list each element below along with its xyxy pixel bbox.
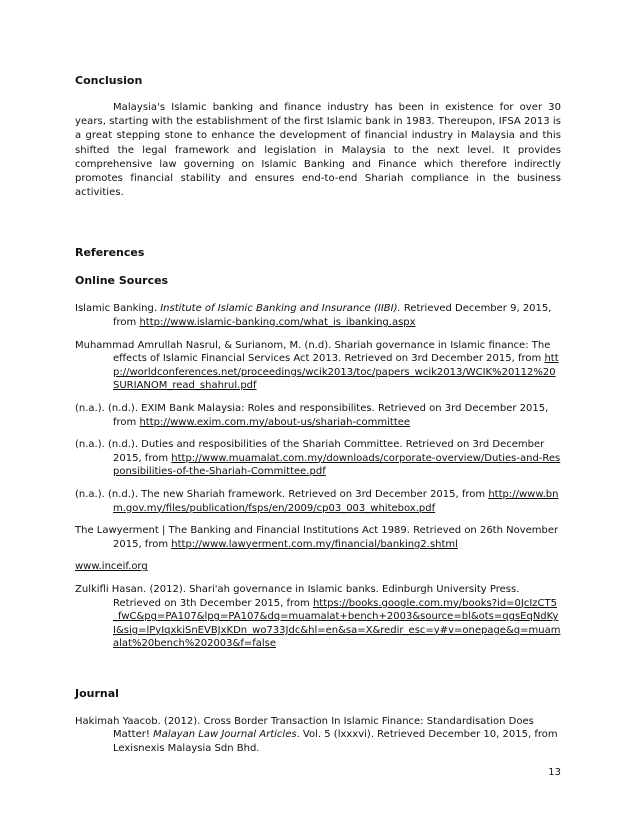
reference-link[interactable]: http://www.bnm.gov.my/files/publication/fsps/en/2009/cp03_003_whitebox.pdf bbox=[113, 488, 559, 514]
reference-text: Islamic Banking. bbox=[75, 303, 161, 315]
reference-item bbox=[75, 339, 561, 393]
reference-link[interactable]: http://www.islamic-banking.com/what_is_ibanking.aspx bbox=[139, 317, 416, 329]
reference-link[interactable]: https://books.google.com.my/books?id=0JcIzCT5_fwC&pg=PA107&lpg=PA107&dq=muamalat+bench+2003&source=bl&ots=qgsEqNdKyI&sig=lPyIqxkiSnEVBJxKDn_wo733Jdc&hl=en&sa=X&redir_esc=y#v=onepage&q=muamalat%20bench%202003&f=false bbox=[113, 597, 561, 650]
page-number: 13 bbox=[548, 767, 561, 778]
references-heading: References bbox=[75, 246, 145, 260]
reference-item bbox=[75, 488, 561, 515]
reference-link[interactable]: www.inceif.org bbox=[75, 561, 148, 573]
conclusion-paragraph: Malaysia's Islamic banking and finance industry has been in existence for over 30 years, starting with the establishment of the first Islamic bank in 1983. Thereupon, IFSA 2013 is a great stepping stone to enhance the development of financial industry in Malaysia and this shifted the legal framework and legislation in Malaysia to the next level. It provides comprehensive law governing on Islamic Banking and Finance which therefore indirectly promotes financial stability and ensures end-to-end Shariah compliance in the business activities. bbox=[75, 102, 561, 199]
reference-text: Muhammad Amrullah Nasrul, & Surianom, M. (n.d). Shariah governance in Islamic finance: The effects of Islamic Financial Services Act 2013. Retrieved on 3rd December 2015, from bbox=[75, 339, 551, 365]
reference-text: (n.a.). (n.d.). The new Shariah framework. Retrieved on 3rd December 2015, from bbox=[75, 488, 489, 500]
reference-item bbox=[75, 402, 561, 429]
reference-text: The Lawyerment | The Banking and Financial Institutions Act 1989. Retrieved on 26th November 2015, from bbox=[75, 525, 559, 550]
reference-item bbox=[75, 302, 561, 329]
reference-text: Zulkifli Hasan. (2012). Shari'ah governance in Islamic banks. Edinburgh University Press. Retrieved on 3th December 2015, from bbox=[75, 583, 520, 609]
reference-title: Institute of Islamic Banking and Insurance (IIBI). bbox=[160, 303, 401, 315]
reference-text: (n.a.). (n.d.). EXIM Bank Malaysia: Roles and responsibilites. Retrieved on 3rd December 2015, from bbox=[75, 402, 549, 428]
journal-reference-title: Malayan Law Journal Articles bbox=[153, 729, 297, 741]
reference-text: (n.a.). (n.d.). Duties and resposibilities of the Shariah Committee. Retrieved on 3rd December 2015, from bbox=[75, 439, 545, 464]
reference-link[interactable]: http://worldconferences.net/proceedings/wcik2013/toc/papers_wcik2013/WCIK%20112%20SURIANOM_read_shahrul.pdf bbox=[113, 353, 559, 392]
reference-item bbox=[75, 583, 561, 651]
reference-link[interactable]: http://www.muamalat.com.my/downloads/corporate-overview/Duties-and-Responsibilities-of-the-Shariah-Committee.pdf bbox=[113, 452, 561, 478]
conclusion-heading: Conclusion bbox=[75, 74, 143, 87]
reference-link[interactable]: http://www.lawyerment.com.my/financial/banking2.shtml bbox=[171, 538, 458, 550]
reference-item bbox=[75, 524, 561, 551]
journal-reference bbox=[75, 715, 561, 756]
reference-text-tail: Retrieved December 9, 2015, from bbox=[113, 303, 552, 329]
journal-heading: Journal bbox=[75, 686, 119, 700]
journal-reference-text: Hakimah Yaacob. (2012). Cross Border Transaction In Islamic Finance: Standardisation Does Matter! bbox=[75, 715, 534, 741]
online-sources-heading: Online Sources bbox=[75, 274, 169, 288]
page-content bbox=[75, 74, 561, 756]
reference-list bbox=[75, 302, 561, 650]
reference-link[interactable]: http://www.exim.com.my/about-us/shariah-committee bbox=[139, 416, 411, 428]
reference-item bbox=[75, 438, 561, 479]
journal-reference-details: . Vol. 5 (lxxxvi). Retrieved December 10, 2015, from Lexisnexis Malaysia Sdn Bhd. bbox=[113, 729, 558, 755]
reference-item bbox=[75, 560, 561, 574]
